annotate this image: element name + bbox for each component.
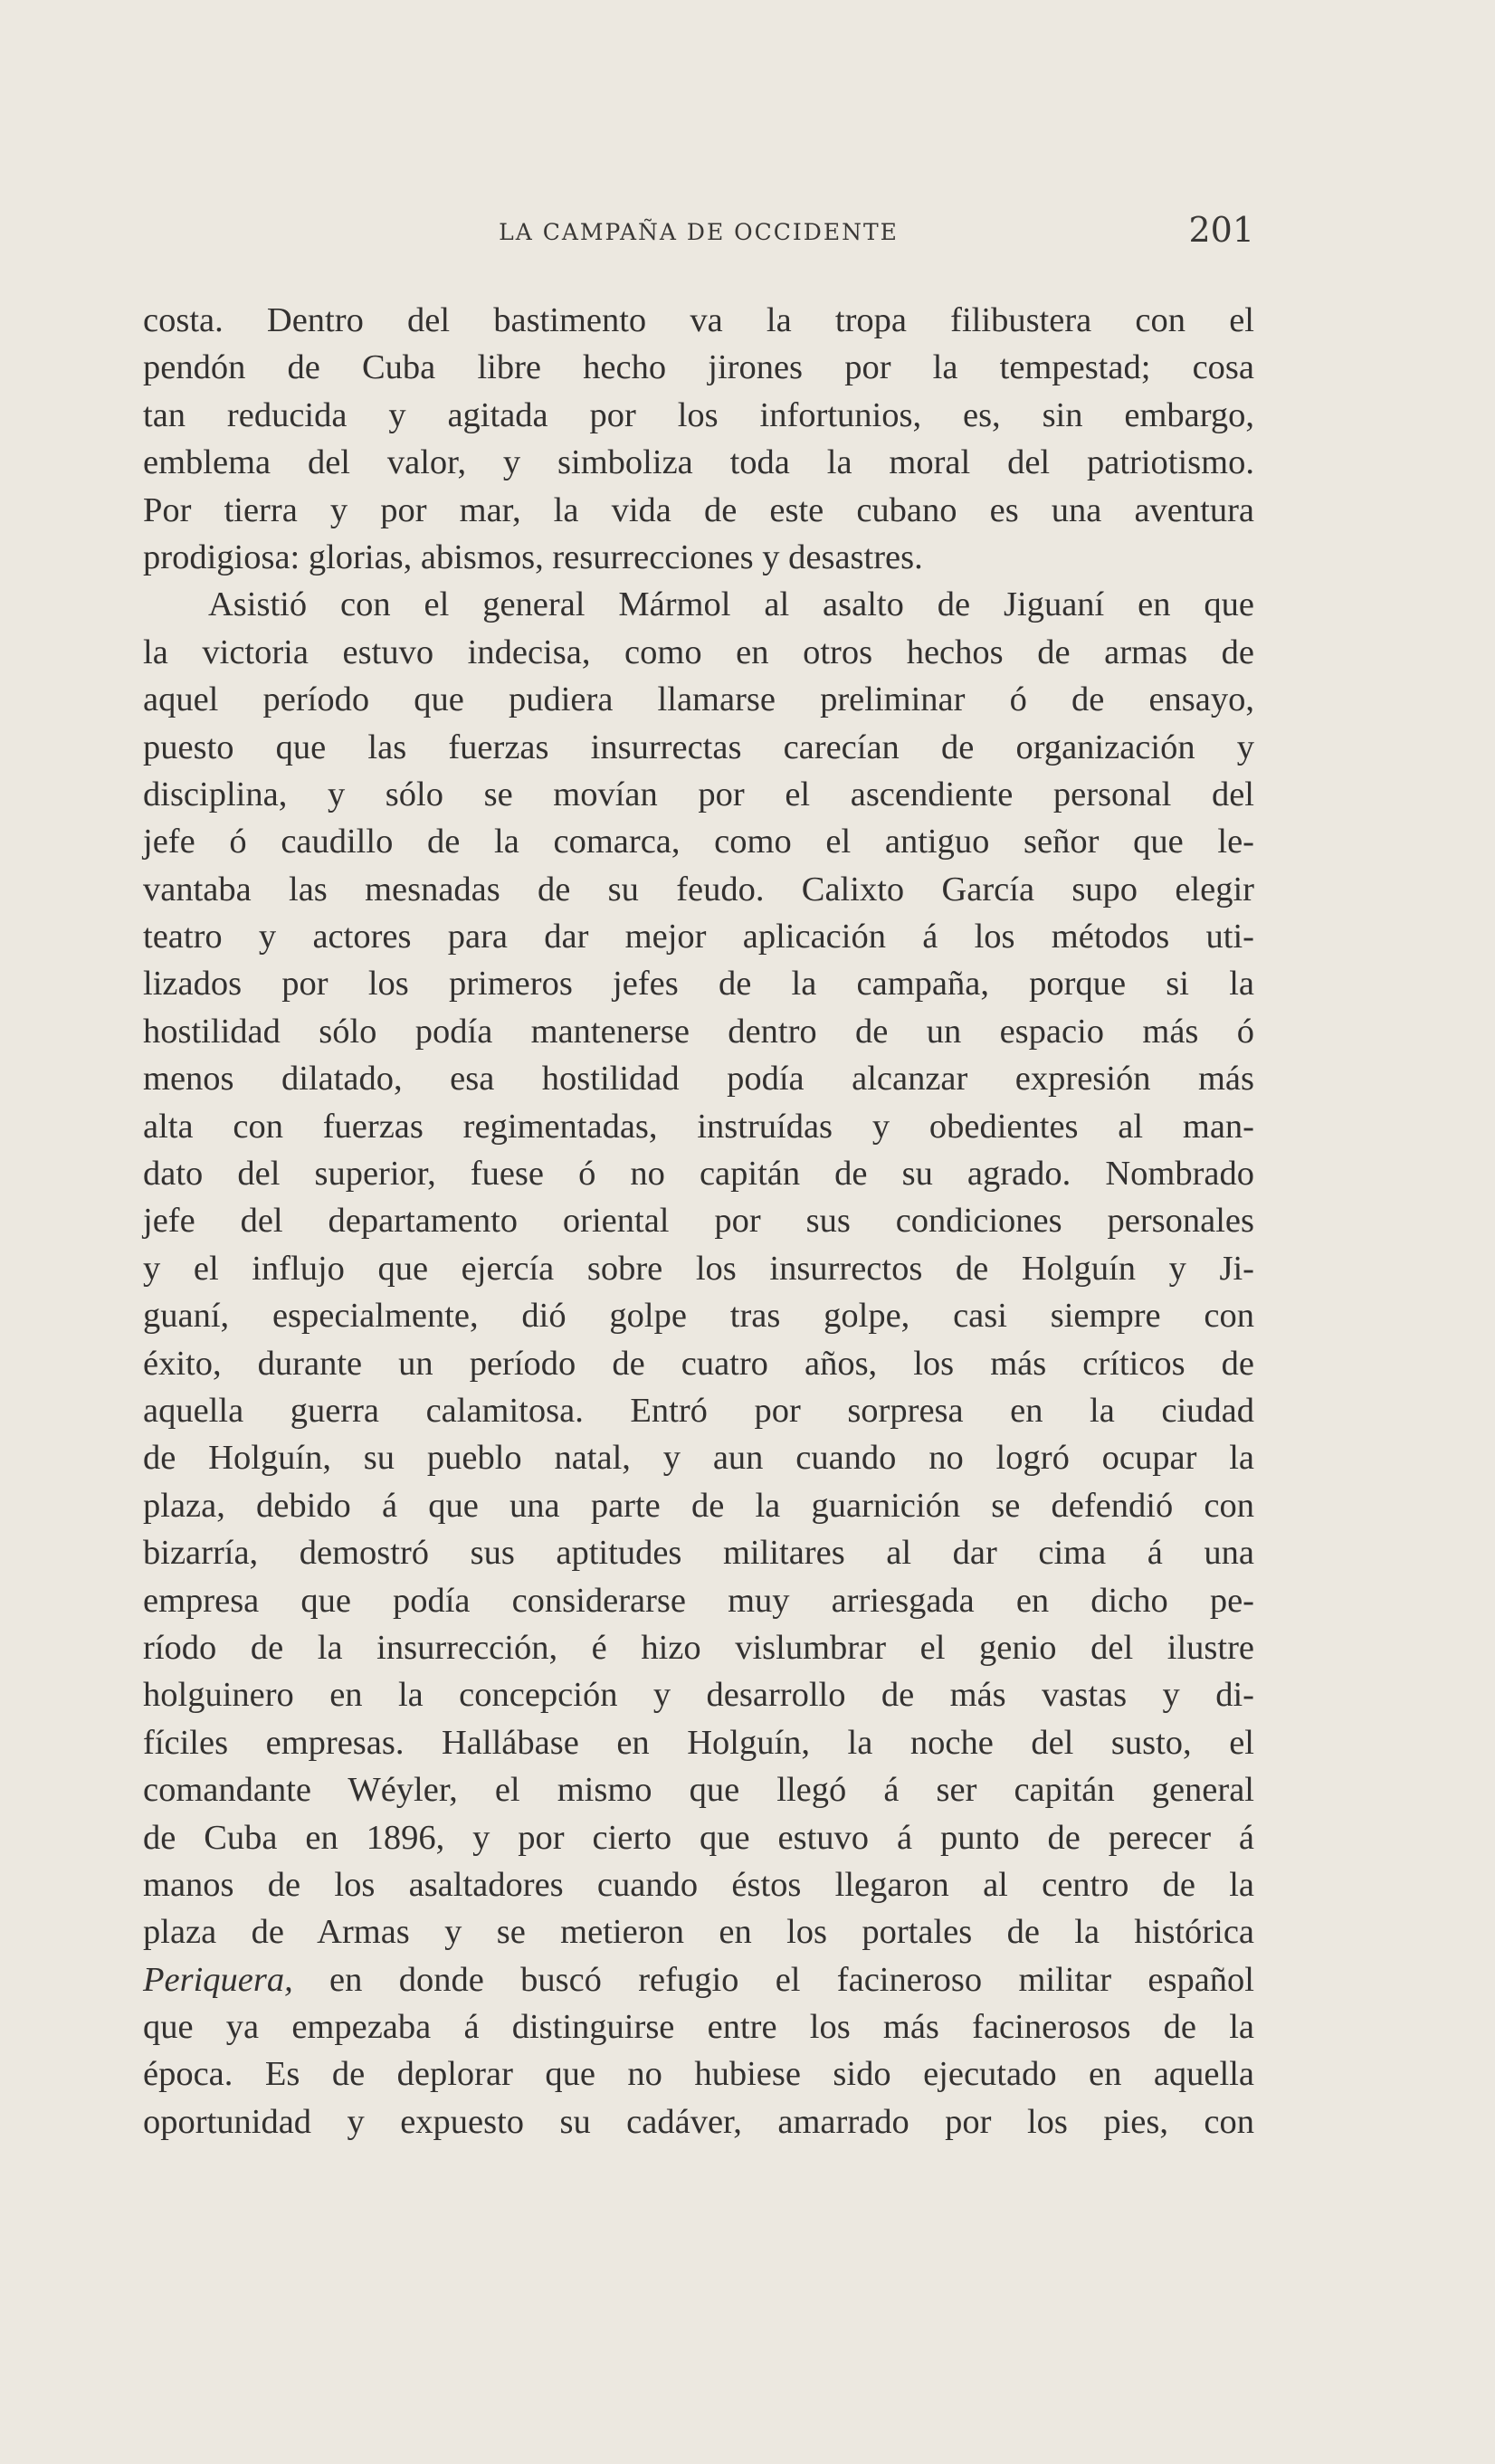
text-line: prodigiosa: glorias, abismos, resurrecciones y desastres. xyxy=(143,538,923,576)
page-header xyxy=(143,210,1254,264)
text-line: disciplina, y sólo se movían por el ascendiente personal del xyxy=(143,775,1254,813)
text-line: que ya empezaba á distinguirse entre los más facinerosos de la xyxy=(143,2008,1254,2047)
text-line: jefe del departamento oriental por sus condiciones personales xyxy=(143,1202,1254,1241)
text-line: Por tierra y por mar, la vida de este cubano es una aventura xyxy=(143,490,1254,529)
text-line: aquella guerra calamitosa. Entró por sorpresa en la ciudad xyxy=(143,1391,1254,1430)
text-line: la victoria estuvo indecisa, como en otros hechos de armas de xyxy=(143,633,1254,671)
text-line: costa. Dentro del bastimento va la tropa filibustera con el xyxy=(143,301,1254,339)
text-line: y el influjo que ejercía sobre los insurrectos de Holguín y Ji- xyxy=(143,1249,1254,1288)
italic-line-rest: en donde buscó refugio el facineroso militar español xyxy=(292,1960,1254,1999)
text-line: de Holguín, su pueblo natal, y aun cuando no logró ocupar la xyxy=(143,1439,1254,1478)
text-line: teatro y actores para dar mejor aplicación á los métodos uti- xyxy=(143,918,1254,956)
text-line: guaní, especialmente, dió golpe tras golpe, casi siempre con xyxy=(143,1297,1254,1336)
text-line: pendón de Cuba libre hecho jirones por la tempestad; cosa xyxy=(143,348,1254,387)
running-head: LA CAMPAÑA DE OCCIDENTE xyxy=(499,219,899,245)
text-line: bizarría, demostró sus aptitudes militares al dar cima á una xyxy=(143,1534,1254,1573)
text-line: dato del superior, fuese ó no capitán de su agrado. Nombrado xyxy=(143,1155,1254,1194)
text-line: de Cuba en 1896, y por cierto que estuvo á punto de perecer á xyxy=(143,1818,1254,1857)
text-line-italic xyxy=(143,1956,1254,2003)
text-line: éxito, durante un período de cuatro años, los más críticos de xyxy=(143,1344,1254,1383)
text-line: jefe ó caudillo de la comarca, como el antiguo señor que le- xyxy=(143,823,1254,861)
text-line: Asistió con el general Mármol al asalto de Jiguaní en que xyxy=(208,585,1254,624)
text-line: plaza de Armas y se metieron en los portales de la histórica xyxy=(143,1913,1254,1952)
text-line: puesto que las fuerzas insurrectas carecían de organización y xyxy=(143,728,1254,766)
text-line: oportunidad y expuesto su cadáver, amarrado por los pies, con xyxy=(143,2102,1254,2141)
text-line: lizados por los primeros jefes de la campaña, porque si la xyxy=(143,965,1254,1004)
text-line: hostilidad sólo podía mantenerse dentro de un espacio más ó xyxy=(143,1012,1254,1051)
text-line: menos dilatado, esa hostilidad podía alcanzar expresión más xyxy=(143,1060,1254,1099)
body-text xyxy=(143,297,1254,2145)
text-line: fíciles empresas. Hallábase en Holguín, la noche del susto, el xyxy=(143,1723,1254,1762)
text-line: plaza, debido á que una parte de la guarnición se defendió con xyxy=(143,1486,1254,1525)
text-line: vantaba las mesnadas de su feudo. Calixto García supo elegir xyxy=(143,870,1254,909)
text-line: tan reducida y agitada por los infortunios, es, sin embargo, xyxy=(143,395,1254,434)
text-line: comandante Wéyler, el mismo que llegó á ser capitán general xyxy=(143,1771,1254,1810)
text-line: ríodo de la insurrección, é hizo vislumbrar el genio del ilustre xyxy=(143,1628,1254,1667)
text-line: aquel período que pudiera llamarse preliminar ó de ensayo, xyxy=(143,680,1254,719)
text-line: época. Es de deplorar que no hubiese sido ejecutado en aquella xyxy=(143,2055,1254,2094)
text-line: empresa que podía considerarse muy arriesgada en dicho pe- xyxy=(143,1581,1254,1620)
text-line: emblema del valor, y simboliza toda la moral del patriotismo. xyxy=(143,443,1254,482)
italic-word: Periquera, xyxy=(143,1960,293,1999)
text-line: alta con fuerzas regimentadas, instruídas y obedientes al man- xyxy=(143,1107,1254,1146)
page-number: 201 xyxy=(1188,210,1254,250)
text-line: manos de los asaltadores cuando éstos llegaron al centro de la xyxy=(143,1865,1254,1904)
text-line: holguinero en la concepción y desarrollo de más vastas y di- xyxy=(143,1676,1254,1715)
